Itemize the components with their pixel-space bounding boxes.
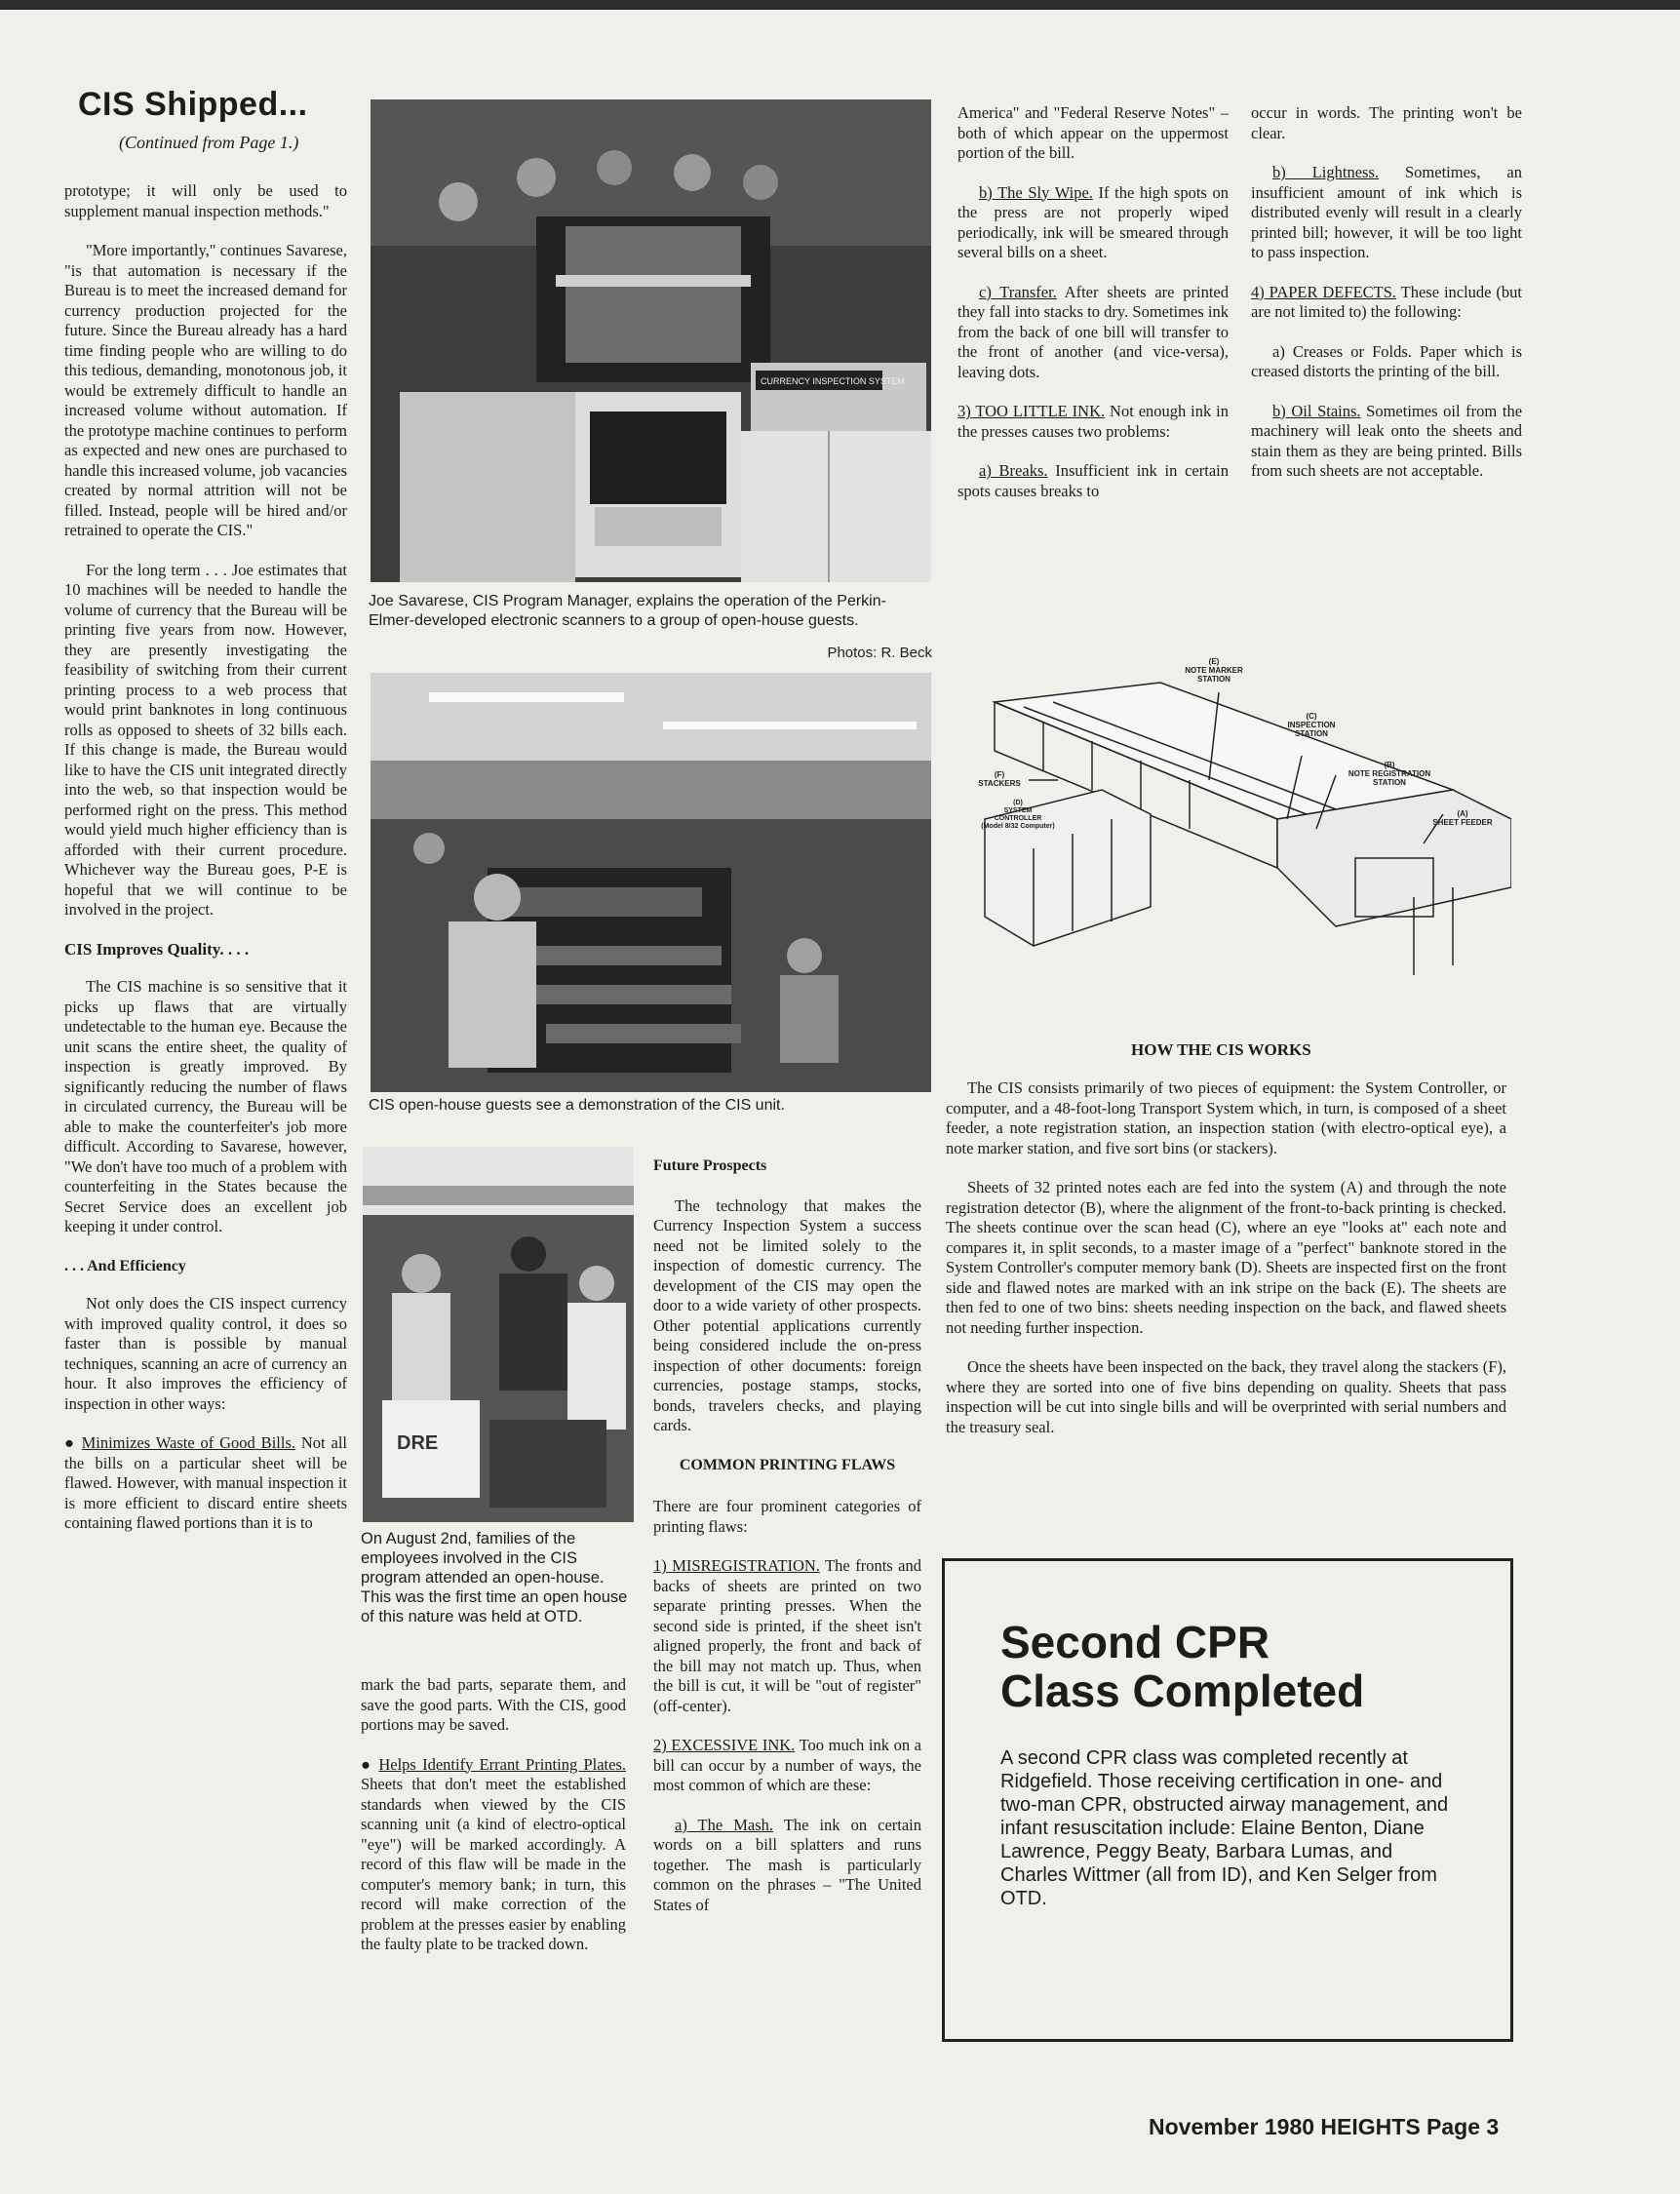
- flaw-oil-stains: [1251, 402, 1522, 482]
- page-footer: November 1980 HEIGHTS Page 3: [1149, 2114, 1500, 2139]
- continued-note: (Continued from Page 1.): [119, 133, 299, 152]
- flaw-excessive-ink: [653, 1736, 921, 1796]
- column-5: [1251, 103, 1522, 501]
- machine-sign-text: CURRENCY INSPECTION SYSTEM: [761, 376, 905, 386]
- flaw-sly-wipe: [957, 183, 1229, 263]
- paragraph: There are four prominent categories of printing flaws:: [653, 1497, 921, 1536]
- bullet-text: Sheets that don't meet the established standards when viewed by the CIS scanning unit (a kind of electro-optical "eye") will be marked accordingly. A record of this flaw will be made in the computer's memory bank; in turn, this record will make correction of the problem at the presses easier by enabling the faulty plate to be tracked down.: [361, 1775, 626, 1953]
- photo-credit: Photos: R. Beck: [827, 645, 932, 661]
- column-2-bottom: [361, 1675, 626, 1975]
- flaw-text: After sheets are printed they fall into stacks to dry. Sometimes ink from the back of one bill will transfer to the front of another (and vice-versa), leaving dots.: [957, 282, 1229, 381]
- column-1: [64, 181, 347, 1553]
- svg-text:DRE: DRE: [397, 1432, 439, 1454]
- flaw-title: a) Breaks.: [979, 461, 1048, 480]
- how-heading: HOW THE CIS WORKS: [1131, 1040, 1311, 1059]
- flaw-title: a) The Mash.: [675, 1815, 774, 1834]
- bullet-waste: ● Minimizes Waste of Good Bills. Not all the bills on a particular sheet will be flawed. However, with manual inspection it is more efficient to discard entire sheets containing flawed portions than it is to: [64, 1433, 347, 1532]
- diagram-label-c: (C) INSPECTION STATION: [1287, 712, 1336, 738]
- paragraph: Sheets of 32 printed notes each are fed into the system (A) and through the note registration detector (B), where the alignment of the front-to-back printing is checked. The sheets continue over the scan head (C), where an eye "looks at" each note and compares it, in split seconds, to a master image of a "perfect" banknote stored in the System Controller's computer memory bank (D). Sheets are inspected first on the front side and flawed notes are marked with an ink stripe on the back (E). The sheets are then fed to one of two bins: sheets needing inspection on the back, and flawed sheets not needing further inspection.: [946, 1178, 1506, 1337]
- cpr-text: A second CPR class was completed recently at Ridgefield. Those receiving certification in one- and two-man CPR, obstructed airway management, and infant resuscitation include: Elaine Benton, Diane Lawrence, Peggy Beaty, Barbara Lumas, and Charles Wittmer (all from ID), and Ken Selger from OTD.: [1000, 1747, 1449, 1909]
- flaw-title: b) Lightness.: [1272, 163, 1380, 181]
- flaw-title: b) Oil Stains.: [1272, 401, 1361, 420]
- flaw-title: b) The Sly Wipe.: [979, 182, 1093, 202]
- paragraph: For the long term . . . Joe estimates that 10 machines will be needed to handle the volume of currency that the Bureau will be printing five years from now. However, they are presently investigating the feasibility of switching from their current printing process to a web process that would print banknotes in long continuous rolls as opposed to sheets of 32 bills each. If this change is made, the Bureau would like to have the CIS unit integrated directly into the web, so that inspection would be performed right on the press. This method would yield much higher efficiency than is afforded with their current procedure. Whichever way the Bureau goes, P-E is hopeful that we will continue to be involved in the project.: [64, 560, 347, 919]
- flaw-text: The fronts and backs of sheets are printed on two separate printing presses. When the second side is printed, if the sheet isn't aligned properly, the front and back of the bill may not match up. Thus, when the bill is cut, it will be "out of register" (off-center).: [653, 1556, 921, 1715]
- flaw-title: c) Transfer.: [979, 282, 1057, 301]
- paragraph: occur in words. The printing won't be clear.: [1251, 103, 1522, 142]
- photo2-caption: CIS open-house guests see a demonstration of the CIS unit.: [369, 1097, 785, 1114]
- heading-common-flaws: COMMON PRINTING FLAWS: [679, 1456, 896, 1473]
- paragraph: The technology that makes the Currency Inspection System a success need not be limited solely to the inspection of domestic currency. The development of the CIS may open the door to a wide variety of other prospects. Other potential applications currently being considered include the on-press inspection of other documents: foreign currencies, postage stamps, stocks, bonds, travelers checks, and playing cards.: [653, 1195, 921, 1434]
- heading-future: Future Prospects: [653, 1157, 767, 1174]
- paragraph: prototype; it will only be used to supplement manual inspection methods.": [64, 181, 347, 220]
- flaw-paper-defects: [1251, 283, 1522, 323]
- flaw-too-little-ink: [957, 402, 1229, 442]
- flaw-text: Sometimes, an insufficient amount of ink which is distributed evenly will result in a clearly printed bill; however, it will be too light to pass inspection.: [1251, 163, 1523, 261]
- how-section: [946, 1078, 1506, 1457]
- bullet-title: Helps Identify Errant Printing Plates.: [378, 1754, 626, 1774]
- photo3-caption: On August 2nd, families of the employees involved in the CIS program attended an open-house. This was the first time an open house of this nature was held at OTD.: [361, 1530, 628, 1626]
- photo-open-house: [363, 1147, 634, 1522]
- cpr-title-line1: Second CPR: [1000, 1617, 1270, 1667]
- flaw-text: The ink on certain words on a bill splatters and runs together. The mash is particularly common on the phrases – "The United States of: [653, 1815, 922, 1914]
- flaw-breaks: [957, 461, 1229, 501]
- flaw-text: If the high spots on the press are not properly wiped periodically, ink will be smeared through several bills on a sheet.: [957, 182, 1229, 261]
- diagram-label-b: (B) NOTE REGISTRATION STATION: [1348, 761, 1431, 787]
- paragraph: mark the bad parts, separate them, and save the good parts. With the CIS, good portions may be saved.: [361, 1675, 626, 1734]
- flaw-text: These include (but are not limited to) the following:: [1251, 282, 1522, 321]
- photo1-caption: Joe Savarese, CIS Program Manager, explains the operation of the Perkin-Elmer-developed electronic scanners to a group of open-house guests.: [369, 593, 886, 629]
- cpr-title-line2: Class Completed: [1000, 1665, 1365, 1716]
- paragraph: The CIS machine is so sensitive that it picks up flaws that are virtually undetectable to the human eye. Because the unit scans the entire sheet, the quality of inspection is greatly improved. By significantly reducing the number of flaws in circulated currency, the Bureau will be able to make the counterfeiter's job more difficult. According to Savarese, however, "We don't have too much of a problem with counterfeiting in the States because the Secret Service does an excellent job keeping it under control.: [64, 977, 347, 1235]
- flaw-title: 2) EXCESSIVE INK.: [653, 1736, 796, 1754]
- bullet-text: Not all the bills on a particular sheet will be flawed. However, with manual inspection it is more efficient to discard entire sheets containing flawed portions than it is to: [64, 1433, 347, 1532]
- diagram-label-e: (E) NOTE MARKER STATION: [1185, 657, 1243, 684]
- cpr-box: [942, 1558, 1513, 2042]
- paragraph: America" and "Federal Reserve Notes" – both of which appear on the uppermost portion of the bill.: [957, 103, 1229, 162]
- paragraph: Not only does the CIS inspect currency with improved quality control, it does so faster than is possible by manual techniques, scanning an acre of currency an hour. It also improves the efficiency of inspection in other ways:: [64, 1294, 347, 1413]
- paragraph: Once the sheets have been inspected on the back, they travel along the stackers (F), where they are sorted into one of five bins depending on quality. Sheets that pass inspection will be cut into single bills and will be overprinted with serial numbers and the treasury seal.: [946, 1357, 1506, 1436]
- article-title: CIS Shipped...: [78, 86, 308, 123]
- flaw-text: Not enough ink in the presses causes two problems:: [957, 402, 1229, 441]
- paragraph: The CIS consists primarily of two pieces of equipment: the System Controller, or computer, and a 48-foot-long Transport System which, in turn, is composed of a sheet feeder, a note registration station, an inspection station (with electro-optical eye), a note marker station, and five sort bins (or stackers).: [946, 1078, 1506, 1157]
- column-4: [957, 103, 1229, 521]
- top-border: [0, 0, 1680, 10]
- flaw-mash: [653, 1816, 921, 1916]
- diagram-label-f: (F) STACKERS: [978, 770, 1021, 788]
- flaw-text: Sometimes oil from the machinery will leak onto the sheets and stain them as they are being printed. Bills from such sheets are not acceptable.: [1251, 401, 1523, 480]
- photo-cis-machine: [371, 99, 931, 582]
- flaw-title: 3) TOO LITTLE INK.: [957, 402, 1106, 420]
- photo-demonstration: [371, 673, 931, 1092]
- flaw-text: Too much ink on a bill can occur by a number of ways, the most common of which are these:: [653, 1736, 922, 1794]
- diagram-label-a: (A) SHEET FEEDER: [1432, 809, 1493, 827]
- column-3-bottom: [653, 1156, 921, 1935]
- flaw-transfer: [957, 283, 1229, 383]
- cis-diagram: [965, 657, 1511, 995]
- bullet-title: Minimizes Waste of Good Bills.: [81, 1433, 295, 1452]
- paragraph: "More importantly," continues Savarese, "is that automation is necessary if the Bureau is to meet the increased demand for currency production projected for the future. Since the Bureau already has a hard time finding people who are willing to do this tedious, demanding, monotonous job, it would be extremely difficult to handle an increased volume without automation. If the prototype machine continues to perform as expected and new ones are purchased to handle this increased volume, job vacancies created by normal attrition will not be filled. Instead, people will be hired and/or retrained to operate the CIS.": [64, 241, 347, 539]
- heading-efficiency: . . . And Efficiency: [64, 1257, 186, 1274]
- flaw-lightness: [1251, 163, 1522, 263]
- diagram-label-d: (D) SYSTEM CONTROLLER (Model 8/32 Computer): [981, 800, 1055, 830]
- flaw-creases: a) Creases or Folds. Paper which is creased distorts the printing of the bill.: [1251, 341, 1522, 380]
- bullet-plates: ● Helps Identify Errant Printing Plates. Sheets that don't meet the established standards when viewed by the CIS scanning unit (a kind of electro-optical "eye") will be marked accordingly. A record of this flaw will be made in the computer's memory bank; in turn, this record will make correction of the problem at the presses easier by enabling the faulty plate to be tracked down.: [361, 1754, 626, 1953]
- flaw-misregistration: [653, 1556, 921, 1716]
- flaw-text: Insufficient ink in certain spots causes breaks to: [957, 461, 1229, 500]
- flaw-title: 1) MISREGISTRATION.: [653, 1556, 820, 1575]
- flaw-title: 4) PAPER DEFECTS.: [1251, 282, 1397, 301]
- heading-quality: CIS Improves Quality. . . .: [64, 939, 250, 959]
